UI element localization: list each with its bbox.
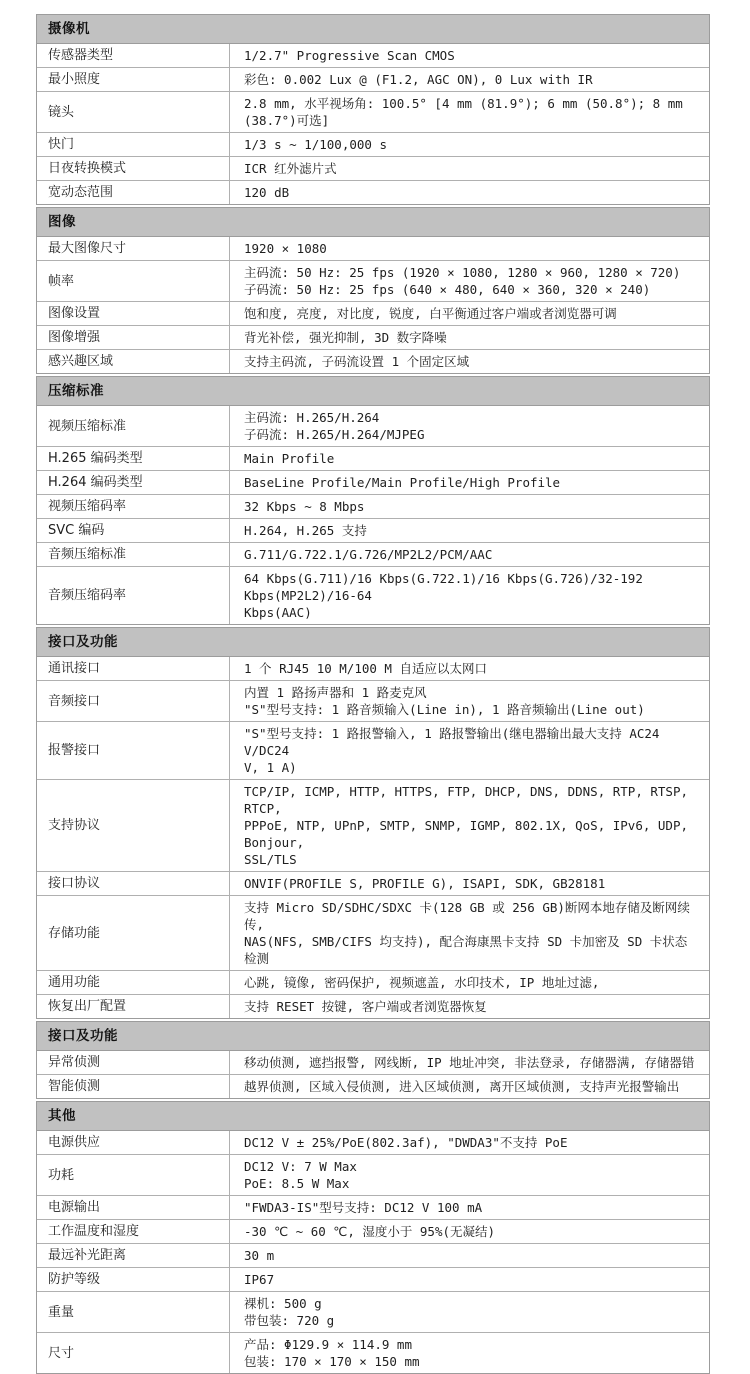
spec-row — [37, 44, 709, 67]
spec-value-line: 主码流: 50 Hz: 25 fps (1920 × 1080, 1280 × 960, 1280 × 720) — [244, 265, 681, 280]
spec-value — [230, 1075, 709, 1098]
spec-label: 恢复出厂配置 — [37, 995, 230, 1018]
spec-label: 最大图像尺寸 — [37, 237, 230, 260]
spec-row — [37, 1154, 709, 1195]
spec-row — [37, 895, 709, 970]
spec-value-line: 30 m — [244, 1248, 275, 1263]
spec-row — [37, 1332, 709, 1373]
section-rows — [36, 1131, 710, 1374]
spec-row — [37, 1074, 709, 1098]
spec-value — [230, 1244, 709, 1267]
spec-value-line: 支持 RESET 按键, 客户端或者浏览器恢复 — [244, 999, 487, 1014]
spec-value — [230, 350, 709, 373]
section-rows — [36, 44, 710, 205]
spec-value-line: 1/2.7" Progressive Scan CMOS — [244, 48, 455, 63]
spec-value — [230, 1131, 709, 1154]
spec-value — [230, 567, 709, 624]
spec-row — [37, 994, 709, 1018]
spec-value-line: 32 Kbps ~ 8 Mbps — [244, 499, 365, 514]
spec-row — [37, 325, 709, 349]
spec-label: 传感器类型 — [37, 44, 230, 67]
spec-row — [37, 260, 709, 301]
spec-value — [230, 519, 709, 542]
spec-value — [230, 181, 709, 204]
spec-value-line: 饱和度, 亮度, 对比度, 锐度, 白平衡通过客户端或者浏览器可调 — [244, 306, 617, 321]
spec-row — [37, 871, 709, 895]
spec-label: 接口协议 — [37, 872, 230, 895]
spec-value — [230, 722, 709, 779]
spec-label: 视频压缩标准 — [37, 406, 230, 446]
spec-value-line: 64 Kbps(G.711)/16 Kbps(G.722.1)/16 Kbps(G.726)/32-192 Kbps(MP2L2)/16-64 — [244, 571, 643, 603]
spec-value — [230, 495, 709, 518]
spec-value — [230, 302, 709, 325]
spec-label: 电源输出 — [37, 1196, 230, 1219]
spec-value — [230, 681, 709, 721]
spec-value-line: PPPoE, NTP, UPnP, SMTP, SNMP, IGMP, 802.1X, QoS, IPv6, UDP, Bonjour, — [244, 818, 689, 850]
spec-value-line: DC12 V: 7 W Max — [244, 1159, 357, 1174]
spec-row — [37, 1267, 709, 1291]
spec-value — [230, 995, 709, 1018]
spec-row — [37, 657, 709, 680]
spec-label: 重量 — [37, 1292, 230, 1332]
spec-value-line: "S"型号支持: 1 路音频输入(Line in), 1 路音频输出(Line out) — [244, 702, 645, 717]
spec-value-line: G.711/G.722.1/G.726/MP2L2/PCM/AAC — [244, 547, 493, 562]
spec-value-line: 支持 Micro SD/SDHC/SDXC 卡(128 GB 或 256 GB)断网本地存储及断网续传, — [244, 900, 690, 932]
spec-label: 通讯接口 — [37, 657, 230, 680]
spec-label: 报警接口 — [37, 722, 230, 779]
spec-value-line: "S"型号支持: 1 路报警输入, 1 路报警输出(继电器输出最大支持 AC24 V/DC24 — [244, 726, 660, 758]
spec-value — [230, 1155, 709, 1195]
spec-row — [37, 1291, 709, 1332]
spec-row — [37, 349, 709, 373]
spec-value-line: ICR 红外滤片式 — [244, 161, 337, 176]
spec-value — [230, 133, 709, 156]
spec-value-line: 120 dB — [244, 185, 290, 200]
spec-row — [37, 680, 709, 721]
spec-label: 日夜转换模式 — [37, 157, 230, 180]
spec-value — [230, 92, 709, 132]
spec-label: 防护等级 — [37, 1268, 230, 1291]
spec-label: 镜头 — [37, 92, 230, 132]
spec-value — [230, 872, 709, 895]
spec-value — [230, 780, 709, 871]
spec-row — [37, 970, 709, 994]
spec-value-line: SSL/TLS — [244, 852, 297, 867]
spec-value-line: 1 个 RJ45 10 M/100 M 自适应以太网口 — [244, 661, 487, 676]
spec-row — [37, 566, 709, 624]
spec-value — [230, 896, 709, 970]
spec-label: 最小照度 — [37, 68, 230, 91]
spec-row — [37, 67, 709, 91]
section-rows — [36, 657, 710, 1019]
spec-value-line: 1920 × 1080 — [244, 241, 327, 256]
spec-value — [230, 261, 709, 301]
spec-row — [37, 91, 709, 132]
spec-value-line: -30 ℃ ~ 60 ℃, 湿度小于 95%(无凝结) — [244, 1224, 496, 1239]
spec-row — [37, 542, 709, 566]
spec-label: 宽动态范围 — [37, 181, 230, 204]
spec-row — [37, 237, 709, 260]
spec-label: 音频接口 — [37, 681, 230, 721]
spec-value-line: (38.7°)可选] — [244, 113, 330, 128]
spec-row — [37, 721, 709, 779]
spec-value — [230, 657, 709, 680]
spec-value — [230, 1196, 709, 1219]
spec-value-line: Main Profile — [244, 451, 335, 466]
spec-value-line: IP67 — [244, 1272, 275, 1287]
section-rows — [36, 406, 710, 625]
spec-value — [230, 471, 709, 494]
section-header: 接口及功能 — [36, 1021, 710, 1051]
spec-label: 音频压缩码率 — [37, 567, 230, 624]
spec-value-line: 主码流: H.265/H.264 — [244, 410, 380, 425]
spec-sheet — [36, 14, 710, 1374]
section-header: 摄像机 — [36, 14, 710, 44]
spec-label: 帧率 — [37, 261, 230, 301]
spec-label: 视频压缩码率 — [37, 495, 230, 518]
spec-label: 支持协议 — [37, 780, 230, 871]
spec-value — [230, 1268, 709, 1291]
spec-value-line: 支持主码流, 子码流设置 1 个固定区域 — [244, 354, 470, 369]
spec-row — [37, 1051, 709, 1074]
spec-row — [37, 470, 709, 494]
spec-label: 图像增强 — [37, 326, 230, 349]
section-header: 压缩标准 — [36, 376, 710, 406]
spec-value-line: 2.8 mm, 水平视场角: 100.5° [4 mm (81.9°); 6 mm (50.8°); 8 mm — [244, 96, 683, 111]
spec-row — [37, 779, 709, 871]
spec-value — [230, 68, 709, 91]
spec-value — [230, 1051, 709, 1074]
spec-label: SVC 编码 — [37, 519, 230, 542]
spec-value-line: TCP/IP, ICMP, HTTP, HTTPS, FTP, DHCP, DNS, DDNS, RTP, RTSP, RTCP, — [244, 784, 689, 816]
spec-label: 最远补光距离 — [37, 1244, 230, 1267]
spec-label: 通用功能 — [37, 971, 230, 994]
spec-value-line: 包装: 170 × 170 × 150 mm — [244, 1354, 420, 1369]
spec-value-line: NAS(NFS, SMB/CIFS 均支持), 配合海康黑卡支持 SD 卡加密及 SD 卡状态检测 — [244, 934, 688, 966]
spec-label: 图像设置 — [37, 302, 230, 325]
spec-row — [37, 1131, 709, 1154]
spec-label: H.264 编码类型 — [37, 471, 230, 494]
spec-value-line: 1/3 s ~ 1/100,000 s — [244, 137, 387, 152]
spec-value-line: 背光补偿, 强光抑制, 3D 数字降噪 — [244, 330, 447, 345]
spec-value — [230, 237, 709, 260]
spec-value-line: 内置 1 路扬声器和 1 路麦克风 — [244, 685, 427, 700]
spec-row — [37, 406, 709, 446]
spec-value — [230, 543, 709, 566]
spec-value-line: 移动侦测, 遮挡报警, 网线断, IP 地址冲突, 非法登录, 存储器满, 存储器错 — [244, 1055, 695, 1070]
section-rows — [36, 1051, 710, 1099]
spec-row — [37, 156, 709, 180]
section-rows — [36, 237, 710, 374]
spec-value-line: 裸机: 500 g — [244, 1296, 322, 1311]
spec-value-line: "FWDA3-IS"型号支持: DC12 V 100 mA — [244, 1200, 483, 1215]
spec-value-line: H.264, H.265 支持 — [244, 523, 367, 538]
spec-label: 智能侦测 — [37, 1075, 230, 1098]
spec-value-line: 子码流: 50 Hz: 25 fps (640 × 480, 640 × 360, 320 × 240) — [244, 282, 651, 297]
spec-value — [230, 1333, 709, 1373]
spec-value — [230, 157, 709, 180]
spec-value — [230, 406, 709, 446]
spec-value-line: 产品: Φ129.9 × 114.9 mm — [244, 1337, 412, 1352]
spec-row — [37, 1219, 709, 1243]
spec-row — [37, 132, 709, 156]
spec-label: 存储功能 — [37, 896, 230, 970]
spec-label: 感兴趣区域 — [37, 350, 230, 373]
spec-value-line: V, 1 A) — [244, 760, 297, 775]
spec-value-line: 心跳, 镜像, 密码保护, 视频遮盖, 水印技术, IP 地址过滤, — [244, 975, 600, 990]
spec-value — [230, 447, 709, 470]
spec-label: 快门 — [37, 133, 230, 156]
spec-value-line: 带包装: 720 g — [244, 1313, 335, 1328]
section-header: 图像 — [36, 207, 710, 237]
spec-value-line: BaseLine Profile/Main Profile/High Profile — [244, 475, 561, 490]
spec-row — [37, 180, 709, 204]
spec-value-line: ONVIF(PROFILE S, PROFILE G), ISAPI, SDK, GB28181 — [244, 876, 606, 891]
spec-label: 电源供应 — [37, 1131, 230, 1154]
spec-row — [37, 301, 709, 325]
section-header: 接口及功能 — [36, 627, 710, 657]
spec-label: 音频压缩标准 — [37, 543, 230, 566]
spec-value-line: 子码流: H.265/H.264/MJPEG — [244, 427, 425, 442]
spec-row — [37, 1195, 709, 1219]
spec-label: 异常侦测 — [37, 1051, 230, 1074]
spec-value — [230, 44, 709, 67]
spec-value — [230, 326, 709, 349]
spec-value-line: 越界侦测, 区域入侵侦测, 进入区域侦测, 离开区域侦测, 支持声光报警输出 — [244, 1079, 680, 1094]
spec-row — [37, 446, 709, 470]
spec-value-line: Kbps(AAC) — [244, 605, 312, 620]
spec-label: 尺寸 — [37, 1333, 230, 1373]
spec-row — [37, 518, 709, 542]
spec-value — [230, 1292, 709, 1332]
spec-label: 功耗 — [37, 1155, 230, 1195]
spec-value-line: PoE: 8.5 W Max — [244, 1176, 350, 1191]
spec-value-line: DC12 V ± 25%/PoE(802.3af), "DWDA3"不支持 PoE — [244, 1135, 568, 1150]
spec-row — [37, 1243, 709, 1267]
spec-value — [230, 971, 709, 994]
spec-value-line: 彩色: 0.002 Lux @ (F1.2, AGC ON), 0 Lux with IR — [244, 72, 593, 87]
spec-label: H.265 编码类型 — [37, 447, 230, 470]
spec-row — [37, 494, 709, 518]
spec-label: 工作温度和湿度 — [37, 1220, 230, 1243]
spec-value — [230, 1220, 709, 1243]
section-header: 其他 — [36, 1101, 710, 1131]
